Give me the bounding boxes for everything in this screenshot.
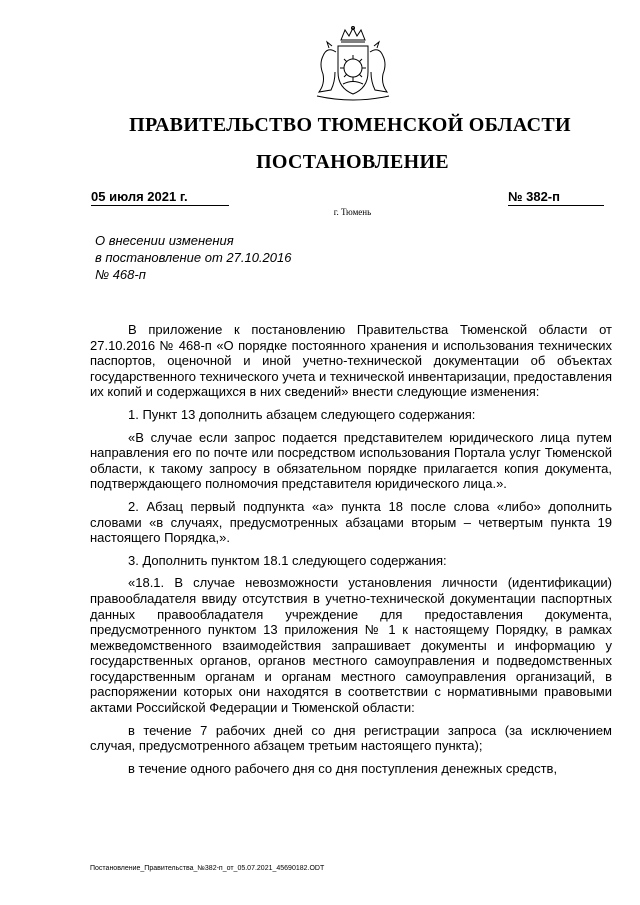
body-paragraph: В приложение к постановлению Правительства Тюменской области от 27.10.2016 № 468-п «О порядке постоянного хранения и использования технических паспортов, оценочной и иной учетно-технической документации об объектах государственного технического учета и технической инвентаризации, предоставления их копий и содержащихся в них сведений» внести следующие изменения: xyxy=(90,322,612,400)
document-type: ПОСТАНОВЛЕНИЕ xyxy=(256,151,449,173)
subject-line: О внесении изменения xyxy=(95,233,234,248)
body-paragraph: в течение одного рабочего дня со дня поступления денежных средств, xyxy=(128,760,558,776)
body-paragraph: 3. Дополнить пунктом 18.1 следующего содержания: xyxy=(128,552,447,568)
subject-line: № 468-п xyxy=(95,267,146,282)
document-date: 05 июля 2021 г. xyxy=(91,188,229,206)
document-number: № 382-п xyxy=(508,188,604,206)
subject-line: в постановление от 27.10.2016 xyxy=(95,250,292,265)
document-subject xyxy=(95,232,355,283)
body-paragraph: «В случае если запрос подается представителем юридического лица путем направления его по почте или посредством использования Портала услуг Тюменской области, к такому запросу в обязательном порядке прилагается копия документа, подтверждающего полномочия представителя юридического лица.». xyxy=(90,429,612,492)
body-paragraph: 2. Абзац первый подпункта «а» пункта 18 после слова «либо» дополнить словами «в случаях, предусмотренных абзацами вторым – четвертым пункта 19 настоящего Порядка,». xyxy=(90,498,612,546)
body-paragraph: «18.1. В случае невозможности установления личности (идентификации) правообладателя ввиду отсутствия в учетно-технической документации паспортных данных правообладателя учреждение для предоставления документа, предусмотренного пунктом 13 приложения № 1 к настоящему Порядку, в рамках межведомственного взаимодействия запрашивает документы и информацию у государственных органов, органов местного самоуправления и подведомственных государственным органам и органам местного самоуправления организаций, в распоряжении которых они находятся в соответствии с нормативными правовыми актами Российской Федерации и Тюменской области: xyxy=(90,575,612,716)
footer-filename: Постановление_Правительства_№382-п_от_05.07.2021_45690182.ODT xyxy=(90,865,325,872)
body-paragraph: в течение 7 рабочих дней со дня регистрации запроса (за исключением случая, предусмотренного абзацем третьим настоящего пункта); xyxy=(90,722,612,754)
government-title: ПРАВИТЕЛЬСТВО ТЮМЕНСКОЙ ОБЛАСТИ xyxy=(129,114,571,136)
body-paragraph: 1. Пункт 13 дополнить абзацем следующего содержания: xyxy=(128,406,476,422)
coat-of-arms-icon xyxy=(305,26,401,102)
document-body xyxy=(90,322,612,783)
document-city: г. Тюмень xyxy=(333,207,372,217)
